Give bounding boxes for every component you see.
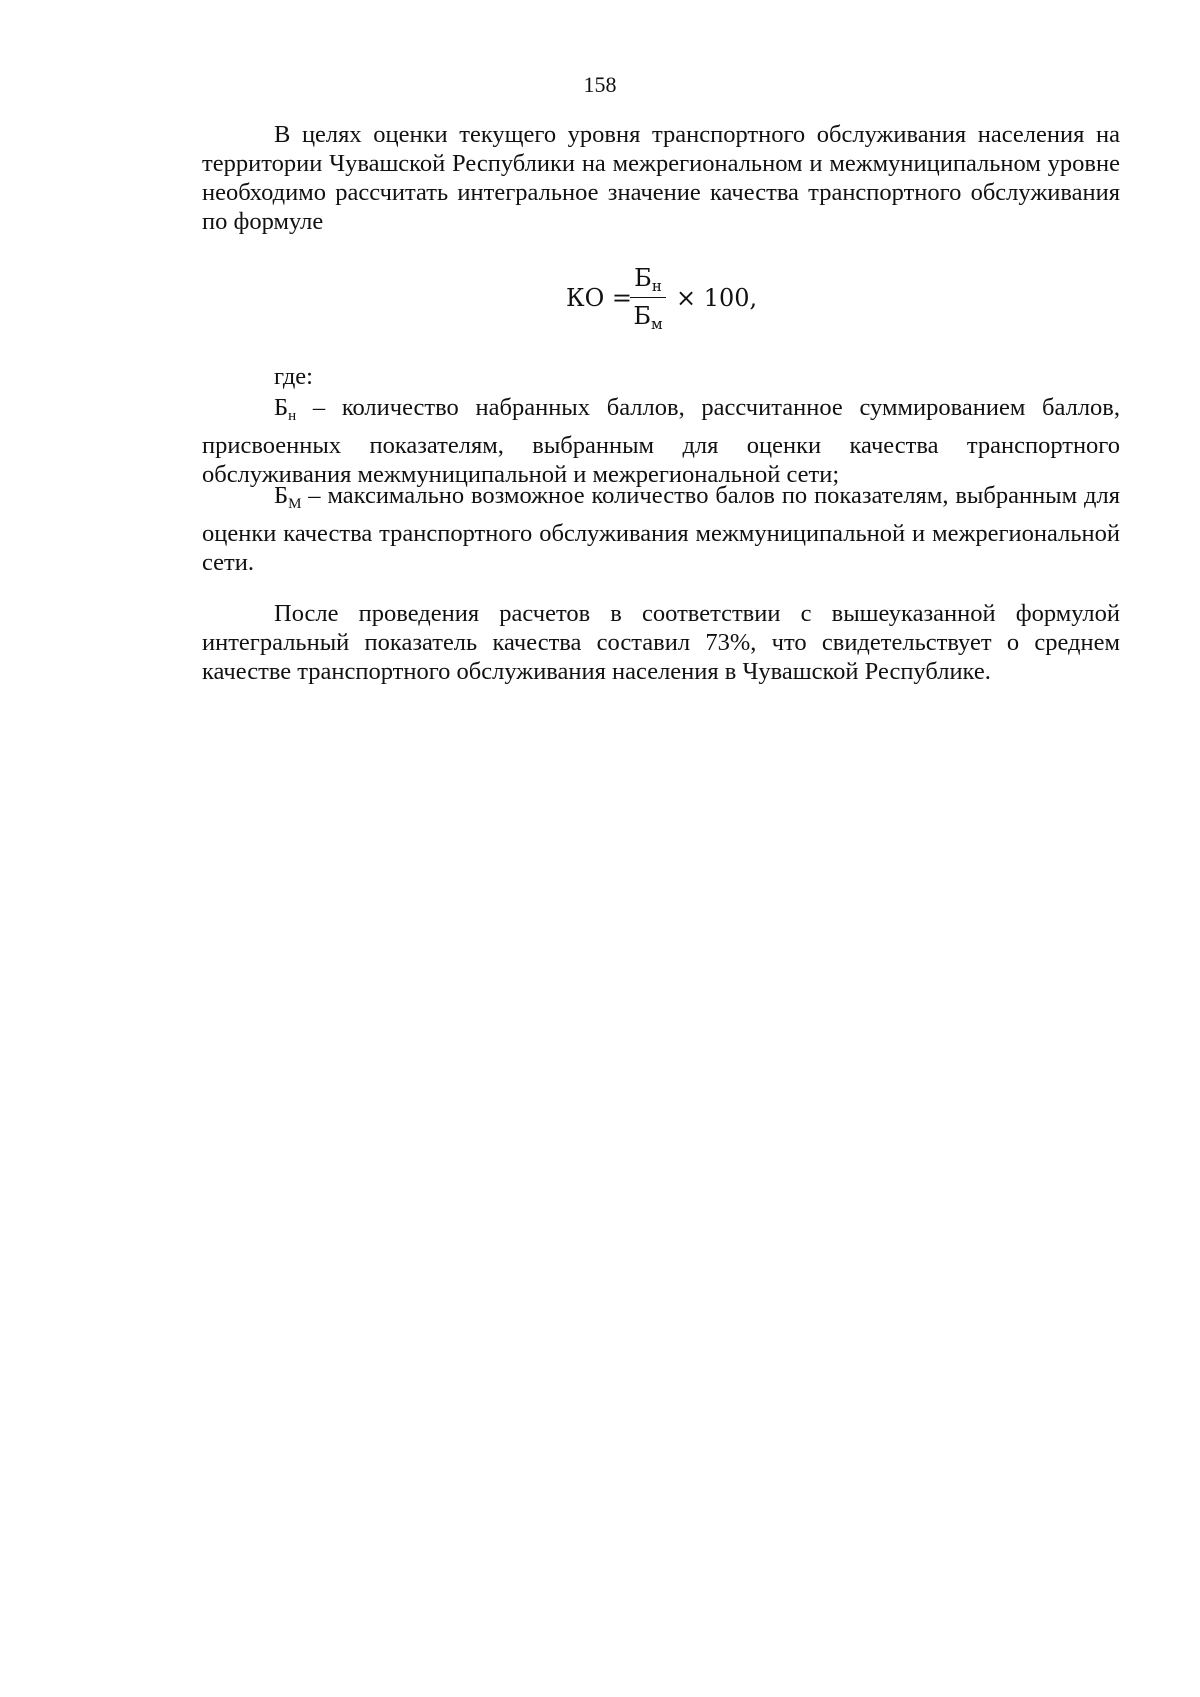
definition-symbol-sub: н	[288, 408, 297, 424]
result-paragraph: После проведения расчетов в соответствии с вышеуказанной формулой интегральный показатель качества составил 73%, что свидетельствует о среднем качестве транспортного обслуживания населения в Чувашской Республике.	[202, 600, 1120, 685]
where-label: где:	[274, 363, 313, 390]
definition-bn	[202, 393, 1120, 489]
intro-paragraph: В целях оценки текущего уровня транспортного обслуживания населения на территории Чувашской Республики на межрегиональном и межмуниципальном уровне необходимо рассчитать интегральное значение качества транспортного обслуживания по формуле	[202, 121, 1120, 235]
formula-denominator: $Б_м$	[633, 302, 663, 333]
page-number: 158	[583, 72, 617, 97]
definition-bm	[202, 481, 1120, 577]
fraction-bar	[630, 297, 666, 298]
definition-symbol: Б	[274, 394, 289, 421]
formula-numerator: $Б_н$	[634, 264, 662, 295]
definition-text: – максимально возможное количество балов по показателям, выбранным для оценки качества транспортного обслуживания межмуниципальной и межрегиональной сети.	[202, 482, 1120, 576]
definition-symbol: Б	[274, 482, 289, 509]
formula	[0, 262, 1200, 342]
formula-rhs: × 100,	[676, 284, 758, 312]
definition-symbol-sub: М	[288, 496, 302, 512]
definition-text: – количество набранных баллов, рассчитанное суммированием баллов, присвоенных показателям, выбранным для оценки качества транспортного обслуживания межмуниципальной и межрегиональной сети;	[202, 394, 1120, 488]
formula-lhs: КО =	[566, 284, 632, 312]
